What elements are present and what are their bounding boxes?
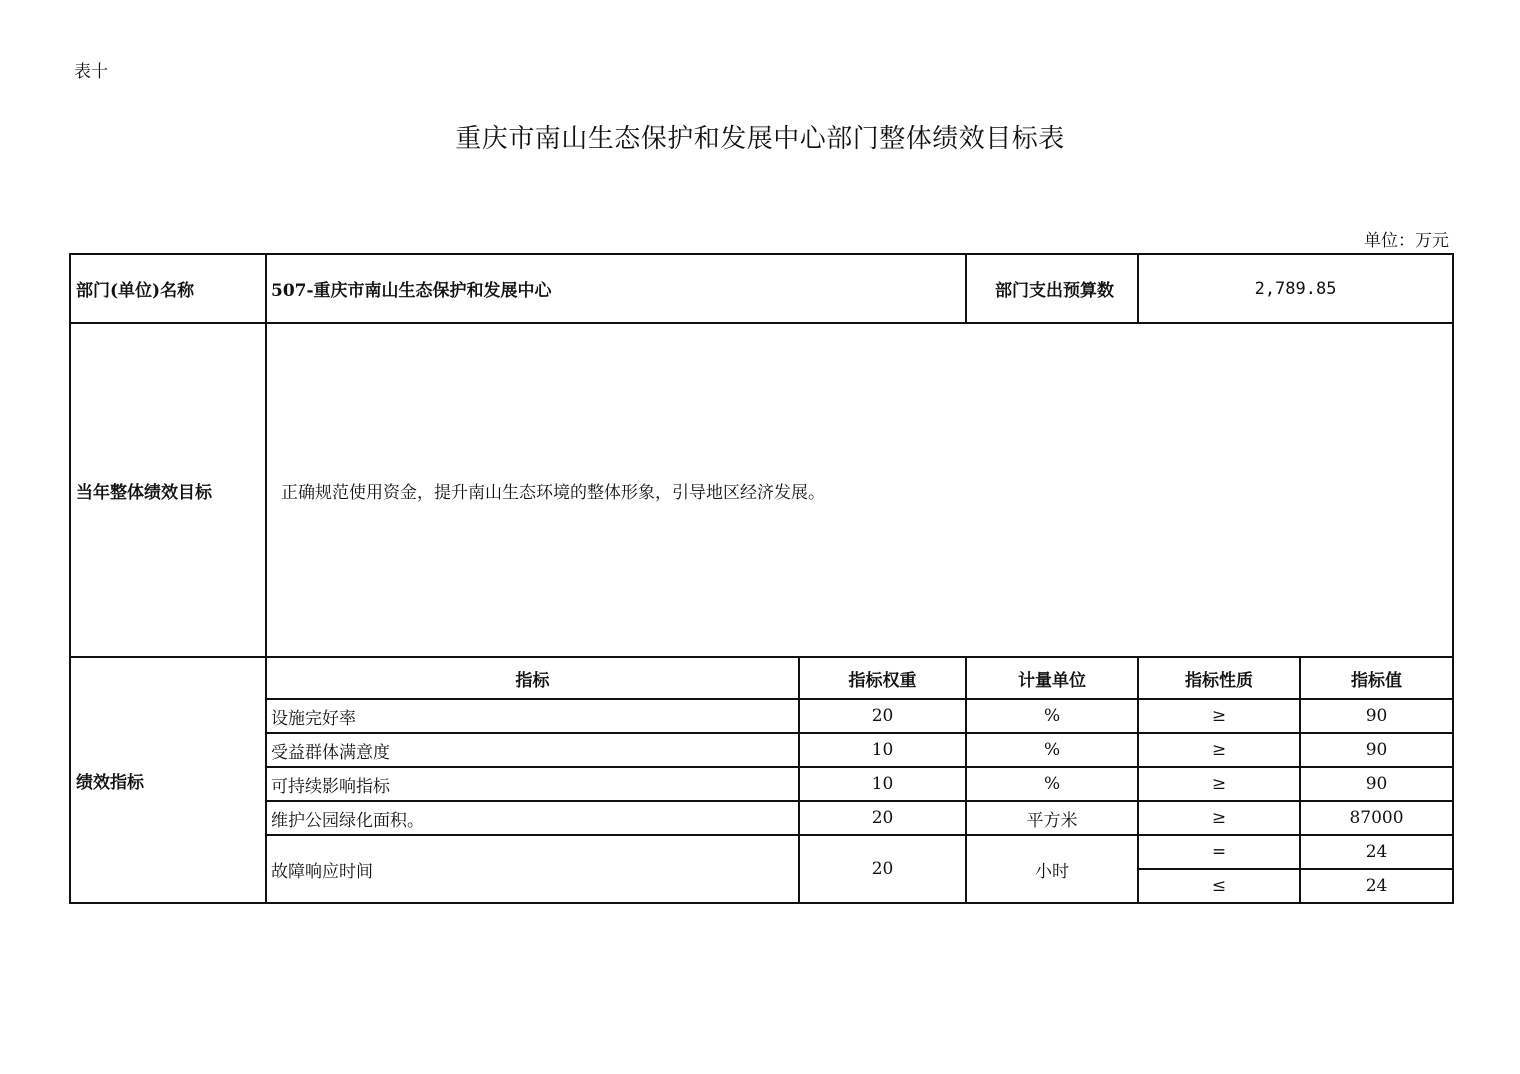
indicator-name: 维护公园绿化面积。 xyxy=(266,801,799,835)
indicator-nature: ≥ xyxy=(1138,767,1300,801)
table-row xyxy=(70,835,1453,869)
page-title: 重庆市南山生态保护和发展中心部门整体绩效目标表 xyxy=(455,124,1065,154)
indicator-nature: ≥ xyxy=(1138,699,1300,733)
indicator-name: 设施完好率 xyxy=(266,699,799,733)
table-row xyxy=(70,767,1453,801)
indicator-name: 受益群体满意度 xyxy=(266,733,799,767)
indicator-name: 可持续影响指标 xyxy=(266,767,799,801)
indicator-nature: ≥ xyxy=(1138,801,1300,835)
col-header-value: 指标值 xyxy=(1300,657,1453,699)
goal-text: 正确规范使用资金，提升南山生态环境的整体形象，引导地区经济发展。 xyxy=(266,323,1453,657)
indicator-value: 24 xyxy=(1300,835,1453,869)
indicator-weight: 20 xyxy=(799,835,966,903)
indicator-value: 24 xyxy=(1300,869,1453,903)
indicator-unit: 平方米 xyxy=(966,801,1138,835)
indicator-value: 87000 xyxy=(1300,801,1453,835)
indicators-label: 绩效指标 xyxy=(70,657,266,903)
indicator-weight: 10 xyxy=(799,733,966,767)
indicator-weight: 20 xyxy=(799,801,966,835)
col-header-unit: 计量单位 xyxy=(966,657,1138,699)
indicator-unit: % xyxy=(966,767,1138,801)
budget-label: 部门支出预算数 xyxy=(966,254,1138,323)
indicator-unit: 小时 xyxy=(966,835,1138,903)
indicator-weight: 20 xyxy=(799,699,966,733)
performance-table xyxy=(69,253,1454,904)
indicator-value: 90 xyxy=(1300,767,1453,801)
table-row xyxy=(70,699,1453,733)
table-row xyxy=(70,801,1453,835)
col-header-weight: 指标权重 xyxy=(799,657,966,699)
col-header-nature: 指标性质 xyxy=(1138,657,1300,699)
indicator-nature: ≥ xyxy=(1138,733,1300,767)
table-row xyxy=(70,733,1453,767)
indicator-weight: 10 xyxy=(799,767,966,801)
indicator-unit: % xyxy=(966,699,1138,733)
unit-label: 单位：万元 xyxy=(1364,231,1449,251)
table-number: 表十 xyxy=(74,62,108,82)
indicator-nature: ≤ xyxy=(1138,869,1300,903)
indicator-value: 90 xyxy=(1300,733,1453,767)
dept-name-label: 部门(单位)名称 xyxy=(70,254,266,323)
budget-value: 2,789.85 xyxy=(1138,254,1453,323)
indicator-nature: = xyxy=(1138,835,1300,869)
indicator-unit: % xyxy=(966,733,1138,767)
col-header-indicator: 指标 xyxy=(266,657,799,699)
indicator-value: 90 xyxy=(1300,699,1453,733)
dept-name-value: 507-重庆市南山生态保护和发展中心 xyxy=(266,254,966,323)
indicator-name: 故障响应时间 xyxy=(266,835,799,903)
goal-label: 当年整体绩效目标 xyxy=(70,323,266,657)
